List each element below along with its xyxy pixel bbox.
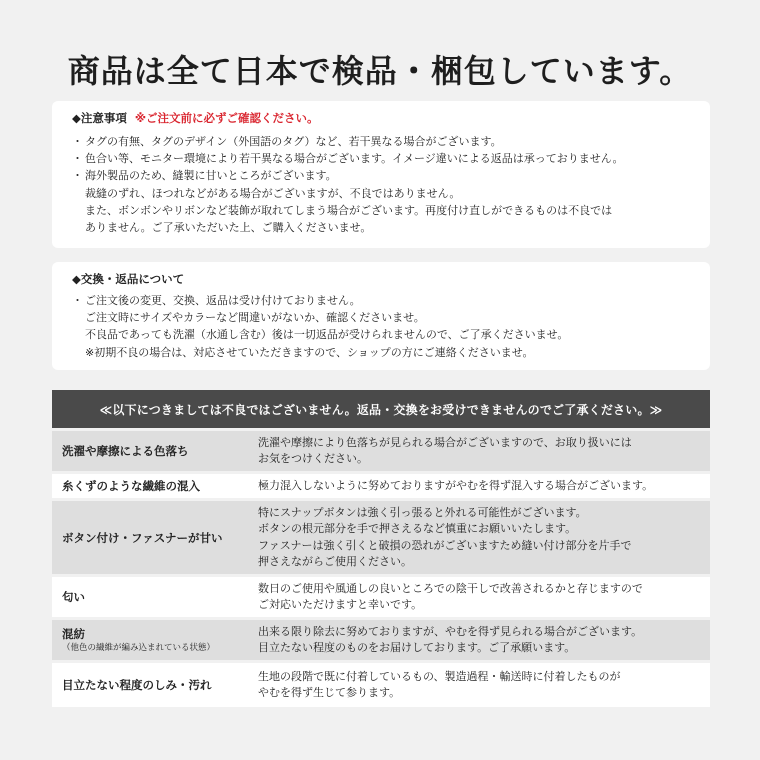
row-label bbox=[52, 443, 248, 459]
row-label-text: 目立たない程度のしみ・汚れ bbox=[62, 678, 212, 692]
notice-line-text: また、ボンボンやリボンなど装飾が取れてしまう場合がございます。再度付け直しができるものは不良では bbox=[85, 203, 613, 217]
returns-line-text: ※初期不良の場合は、対応させていただきますので、ショップの方にご連絡くださいませ。 bbox=[85, 345, 534, 359]
row-desc-line: ファスナーは強く引くと破損の恐れがございますため縫い付け部分を片手で bbox=[258, 538, 632, 552]
returns-line bbox=[72, 344, 710, 361]
notice-line-text: 裁縫のずれ、ほつれなどがある場合がございますが、不良ではありません。 bbox=[85, 186, 461, 200]
notice-line-text: ありません。ご了承いただいた上、ご購入くださいませ。 bbox=[85, 221, 372, 235]
notice-line bbox=[72, 219, 710, 236]
row-desc-line: 洗濯や摩擦により色落ちが見られる場合がございますので、お取り扱いには bbox=[258, 435, 632, 449]
row-desc-line: 極力混入しないように努めておりますがやむを得ず混入する場合がございます。 bbox=[258, 478, 654, 492]
notice-line bbox=[72, 167, 710, 184]
row-label-text: 糸くずのような繊維の混入 bbox=[62, 479, 200, 493]
notice-line bbox=[72, 202, 710, 219]
row-desc-line: ご対応いただけますと幸いです。 bbox=[258, 598, 423, 611]
notice-card bbox=[52, 101, 710, 248]
notice-line bbox=[72, 185, 710, 202]
row-desc-line: 生地の段階で既に付着しているもの、製造過程・輸送時に付着したものが bbox=[258, 669, 621, 683]
bullet: ・ bbox=[72, 135, 83, 148]
table-row bbox=[52, 663, 710, 707]
row-label bbox=[52, 589, 248, 605]
notice-title-text: ◆注意事項 bbox=[72, 111, 127, 125]
returns-line bbox=[72, 326, 710, 343]
bullet: ・ bbox=[72, 152, 83, 166]
returns-line bbox=[72, 309, 710, 326]
row-desc-line: お気をつけください。 bbox=[258, 452, 368, 465]
notice-line-text: 海外製品のため、縫製に甘いところがございます。 bbox=[85, 169, 337, 183]
table-row bbox=[52, 431, 710, 471]
row-label-text: 混紡 bbox=[62, 627, 85, 641]
returns-card bbox=[52, 262, 710, 370]
row-desc bbox=[248, 505, 710, 571]
table-header: ≪以下につきましては不良ではございません。返品・交換をお受けできませんのでご了承ください。≫ bbox=[52, 390, 710, 428]
row-label-text: 匂い bbox=[62, 590, 85, 604]
returns-title: ◆交換・返品について bbox=[72, 272, 185, 286]
returns-line bbox=[72, 292, 710, 309]
row-desc-line: 押さえながらご使用ください。 bbox=[258, 554, 412, 568]
row-label-text: 洗濯や摩擦による色落ち bbox=[62, 444, 189, 458]
row-label bbox=[52, 626, 248, 654]
row-label bbox=[52, 530, 248, 546]
returns-line-text: ご注文後の変更、交換、返品は受け付けておりません。 bbox=[85, 294, 361, 307]
row-desc-line: 目立たない程度のものをお届けしております。ご了承願います。 bbox=[258, 641, 576, 654]
notice-line-text: 色合い等、モニター環境により若干異なる場合がございます。イメージ違いによる返品は承っておりません。 bbox=[85, 152, 624, 166]
non-defect-table bbox=[52, 390, 710, 707]
table-row bbox=[52, 501, 710, 574]
notice-line-text: タグの有無、タグのデザイン（外国語のタグ）など、若干異なる場合がございます。 bbox=[85, 135, 502, 148]
table-row bbox=[52, 577, 710, 617]
row-label-text: ボタン付け・ファスナーが甘い bbox=[62, 530, 223, 545]
row-label-sub: （他色の繊維が編み込まれている状態） bbox=[62, 643, 216, 653]
bullet: ・ bbox=[72, 294, 83, 307]
notice-warning: ※ご注文前に必ずご確認ください。 bbox=[134, 111, 319, 125]
row-desc-line: 特にスナップボタンは強く引っ張ると外れる可能性がございます。 bbox=[258, 505, 587, 519]
returns-line-text: ご注文時にサイズやカラーなど間違いがないか、確認くださいませ。 bbox=[85, 311, 425, 325]
bullet: ・ bbox=[72, 169, 83, 183]
table-row bbox=[52, 620, 710, 660]
row-desc bbox=[248, 669, 710, 702]
notice-title bbox=[72, 111, 710, 125]
notice-line bbox=[72, 133, 710, 150]
row-desc bbox=[248, 478, 710, 494]
row-desc-line: やむを得ず生じて参ります。 bbox=[258, 686, 401, 699]
row-desc bbox=[248, 581, 710, 614]
row-desc-line: 出来る限り除去に努めておりますが、やむを得ず見られる場合がございます。 bbox=[258, 624, 643, 638]
notice-line bbox=[72, 150, 710, 167]
row-label bbox=[52, 478, 248, 494]
row-desc bbox=[248, 435, 710, 468]
page-headline: 商品は全て日本で検品・梱包しています。 bbox=[67, 52, 693, 90]
row-desc bbox=[248, 624, 710, 657]
row-label bbox=[52, 677, 248, 693]
returns-line-text: 不良品であっても洗濯（水通し含む）後は一切返品が受けられませんので、ご了承くださいませ。 bbox=[85, 328, 569, 342]
row-desc-line: 数日のご使用や風通しの良いところでの陰干しで改善されるかと存じますので bbox=[258, 581, 643, 595]
row-desc-line: ボタンの根元部分を手で押さえるなど慎重にお願いいたします。 bbox=[258, 522, 577, 536]
table-row bbox=[52, 474, 710, 498]
